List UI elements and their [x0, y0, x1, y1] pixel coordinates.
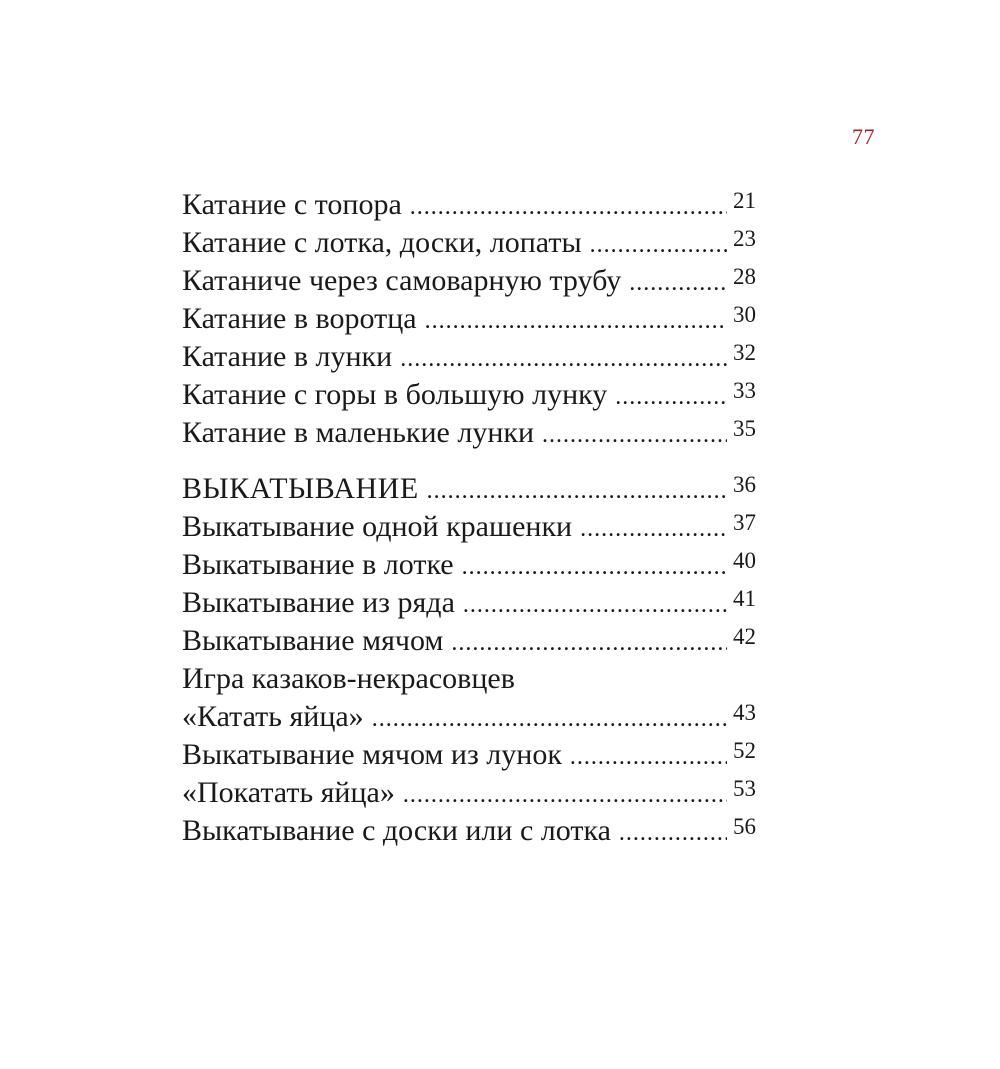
toc-entry-title: Выкатывание мячом: [182, 624, 444, 657]
toc-entry-page: 41: [733, 586, 756, 611]
toc-entry-title: Катание в маленькие лунки: [182, 416, 535, 449]
toc-entry-title: Выкатывание мячом из лунок: [182, 738, 562, 771]
toc-entry-title: Катание в воротца: [182, 302, 417, 335]
toc-entry-page: 30: [733, 302, 756, 327]
toc-entry-page: 28: [733, 264, 756, 289]
toc-section-heading: [182, 470, 756, 508]
toc-leader-dots: [410, 188, 727, 226]
toc-entry-page: 40: [733, 548, 756, 573]
toc-entry-title: Выкатывание в лотке: [182, 548, 454, 581]
toc-entry: [182, 546, 756, 584]
toc-leader-dots: [425, 302, 727, 340]
toc-entry-title: «Катать яйца»: [182, 700, 364, 733]
toc-leader-dots: [542, 416, 727, 454]
toc-entry: [182, 376, 756, 414]
toc-entry-page: 32: [733, 340, 756, 365]
table-of-contents: [182, 186, 756, 850]
toc-entry: [182, 736, 756, 774]
toc-entry: [182, 584, 756, 622]
toc-leader-dots: [570, 738, 727, 776]
toc-entry-title-line: Игра казаков-некрасовцев: [182, 662, 515, 695]
toc-entry-page: 53: [733, 776, 756, 801]
toc-entry-title: Катание с горы в большую лунку: [182, 378, 608, 411]
page-number: 77: [852, 124, 875, 149]
toc-leader-dots: [463, 586, 727, 624]
toc-entry-title: Катаниче через самоварную трубу: [182, 264, 622, 297]
toc-entry-page: 21: [733, 188, 756, 213]
toc-entry-page: 56: [733, 814, 756, 839]
toc-entry: [182, 774, 756, 812]
toc-entry-page: 33: [733, 378, 756, 403]
toc-entry-title: Катание в лунки: [182, 340, 393, 373]
toc-entry: [182, 186, 756, 224]
toc-entry: [182, 508, 756, 546]
toc-leader-dots: [629, 264, 727, 302]
toc-entry-page: 35: [733, 416, 756, 441]
toc-entry-page: 52: [733, 738, 756, 763]
toc-entry: [182, 414, 756, 452]
toc-entry-page: 36: [733, 472, 756, 497]
toc-leader-dots: [615, 378, 727, 416]
toc-leader-dots: [427, 472, 727, 510]
toc-entry-title: Выкатывание из ряда: [182, 586, 455, 619]
toc-entry-title: Катание с топора: [182, 188, 402, 221]
toc-entry: [182, 338, 756, 376]
toc-leader-dots: [590, 226, 727, 264]
toc-entry: [182, 622, 756, 660]
toc-leader-dots: [580, 510, 727, 548]
toc-leader-dots: [451, 624, 727, 662]
toc-entry: [182, 698, 756, 736]
toc-entry-page: 23: [733, 226, 756, 251]
toc-entry-title: Выкатывание одной крашенки: [182, 510, 573, 543]
toc-entry: [182, 262, 756, 300]
toc-entry: [182, 812, 756, 850]
toc-entry-page: 42: [733, 624, 756, 649]
toc-entry-page: 37: [733, 510, 756, 535]
toc-leader-dots: [372, 700, 727, 738]
toc-section-title: ВЫКАТЫВАНИЕ: [182, 472, 419, 505]
toc-entry: [182, 300, 756, 338]
toc-entry-title: Выкатывание с доски или с лотка: [182, 814, 611, 847]
toc-entry-title: «Покатать яйца»: [182, 776, 395, 809]
toc-leader-dots: [403, 776, 727, 814]
toc-entry-title: Катание с лотка, доски, лопаты: [182, 226, 582, 259]
toc-leader-dots: [400, 340, 727, 378]
toc-entry-page: 43: [733, 700, 756, 725]
toc-leader-dots: [462, 548, 727, 586]
toc-leader-dots: [619, 814, 727, 852]
toc-entry: [182, 224, 756, 262]
